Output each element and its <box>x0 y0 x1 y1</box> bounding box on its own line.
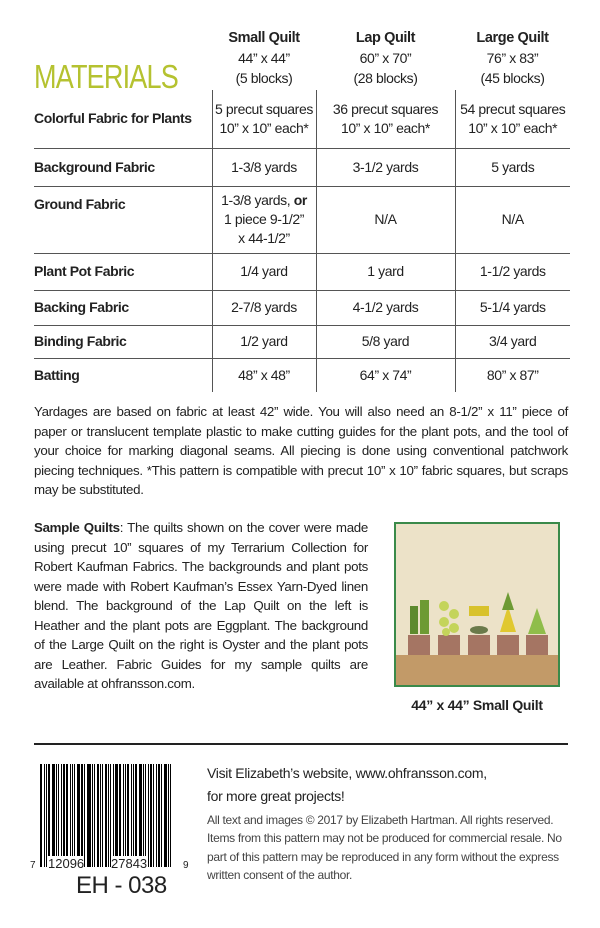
barcode-bar <box>56 764 57 867</box>
barcode-bar <box>72 764 73 867</box>
barcode-bar <box>113 764 114 867</box>
barcode-bar <box>77 764 80 867</box>
pattern-code: EH - 038 <box>76 872 167 899</box>
barcode-bar <box>145 764 146 867</box>
barcode-bar <box>110 764 111 867</box>
yardage-note: Yardages are based on fabric at least 42” wide. You will also need an 8-1/2” x 11” piece of paper or translucent template plastic to make cutting guides for the plant pots, and the tool of your choice for marking diagonal seams. All piecing is done using conventional patchwork piecing techniques. *This pattern is compatible with precut 10” x 10” fabric squares, but scraps may be substituted. <box>34 404 568 497</box>
barcode-bar <box>87 764 91 867</box>
materials-table <box>34 90 570 392</box>
barcode-bar <box>131 764 132 867</box>
barcode-bar <box>81 764 83 867</box>
table-row: Colorful Fabric for Plants 5 precut squares 10” x 10” each* 36 precut squares 10” x 10” each* 54 precut squares 10” x 10” each* <box>34 90 570 148</box>
barcode-bar <box>66 764 68 867</box>
barcode-bar <box>168 764 169 867</box>
upc-digit: 9 <box>183 860 189 871</box>
barcode <box>40 764 180 867</box>
barcode-bar <box>148 764 149 867</box>
barcode-bar <box>119 764 121 867</box>
copyright-notice: All text and images © 2017 by Elizabeth Hartman. All rights reserved. Items from this pattern may not be produced for commercial resale. No part of this pattern may be reproduced in any form without the express written consent of the author. <box>207 813 562 882</box>
barcode-bar <box>102 764 103 867</box>
column-header-lap: Lap Quilt 60” x 70” (28 blocks) <box>353 30 418 86</box>
barcode-bar <box>123 764 124 867</box>
barcode-bar <box>150 764 152 867</box>
barcode-bar <box>44 764 45 867</box>
barcode-bar <box>127 764 129 867</box>
barcode-bar <box>143 764 144 867</box>
upc-digit: 7 <box>30 860 36 871</box>
barcode-bar <box>161 764 162 867</box>
barcode-bar <box>92 764 93 867</box>
barcode-bar <box>125 764 126 867</box>
barcode-bar <box>40 764 42 867</box>
barcode-bar <box>84 764 85 867</box>
table-row: Background Fabric 1-3/8 yards 3-1/2 yards 5 yards <box>34 148 570 186</box>
barcode-bar <box>108 764 109 867</box>
table-row: Ground Fabric 1-3/8 yards, or 1 piece 9-1/2” x 44-1/2” N/A N/A <box>34 186 570 253</box>
barcode-bar <box>48 764 50 867</box>
upc-digits-right: 27843 <box>111 856 148 871</box>
barcode-bar <box>115 764 118 867</box>
divider <box>34 743 568 745</box>
barcode-bar <box>164 764 167 867</box>
barcode-bar <box>58 764 59 867</box>
page-title: MATERIALS <box>34 58 178 95</box>
barcode-bar <box>74 764 75 867</box>
barcode-bar <box>61 764 62 867</box>
quilt-caption: 44” x 44” Small Quilt <box>411 697 543 713</box>
barcode-bar <box>63 764 65 867</box>
barcode-bar <box>97 764 99 867</box>
sample-quilts-text: Sample Quilts: The quilts shown on the cover were made using precut 10” squares of my Terrarium Collection for Robert Kaufman Fabrics. The backgrounds and plant pots were made with Robert Kaufman’s Essex Yarn-Dyed linen blend. The background of the Lap Quilt on the left is Heather and the plant pots are Eggplant. The background of the Large Quilt on the right is Oyster and the plant pots are Leather. Fabric Guides for my sample quilts are available at ohfransson.com. <box>34 520 368 691</box>
barcode-bar <box>105 764 107 867</box>
barcode-bar <box>153 764 154 867</box>
barcode-bar <box>46 764 47 867</box>
barcode-bar <box>158 764 160 867</box>
barcode-bar <box>139 764 142 867</box>
barcode-bar <box>170 764 171 867</box>
table-row: Binding Fabric 1/2 yard 5/8 yard 3/4 yard <box>34 325 570 358</box>
upc-digits-left: 12096 <box>48 856 85 871</box>
barcode-bar <box>70 764 71 867</box>
website-note: Visit Elizabeth’s website, www.ohfransson.com, for more great projects! <box>207 765 487 804</box>
barcode-bar <box>156 764 157 867</box>
barcode-bar <box>100 764 101 867</box>
barcode-bar <box>52 764 55 867</box>
table-row: Batting 48” x 48” 64” x 74” 80” x 87” <box>34 358 570 392</box>
column-header-large: Large Quilt 76” x 83” (45 blocks) <box>476 30 549 86</box>
table-row: Plant Pot Fabric 1/4 yard 1 yard 1-1/2 yards <box>34 253 570 290</box>
barcode-bar <box>135 764 137 867</box>
table-row: Backing Fabric 2-7/8 yards 4-1/2 yards 5-1/4 yards <box>34 290 570 325</box>
barcode-bar <box>133 764 134 867</box>
small-quilt-image <box>394 522 560 687</box>
column-header-small: Small Quilt 44” x 44” (5 blocks) <box>228 30 300 86</box>
barcode-bar <box>94 764 95 867</box>
